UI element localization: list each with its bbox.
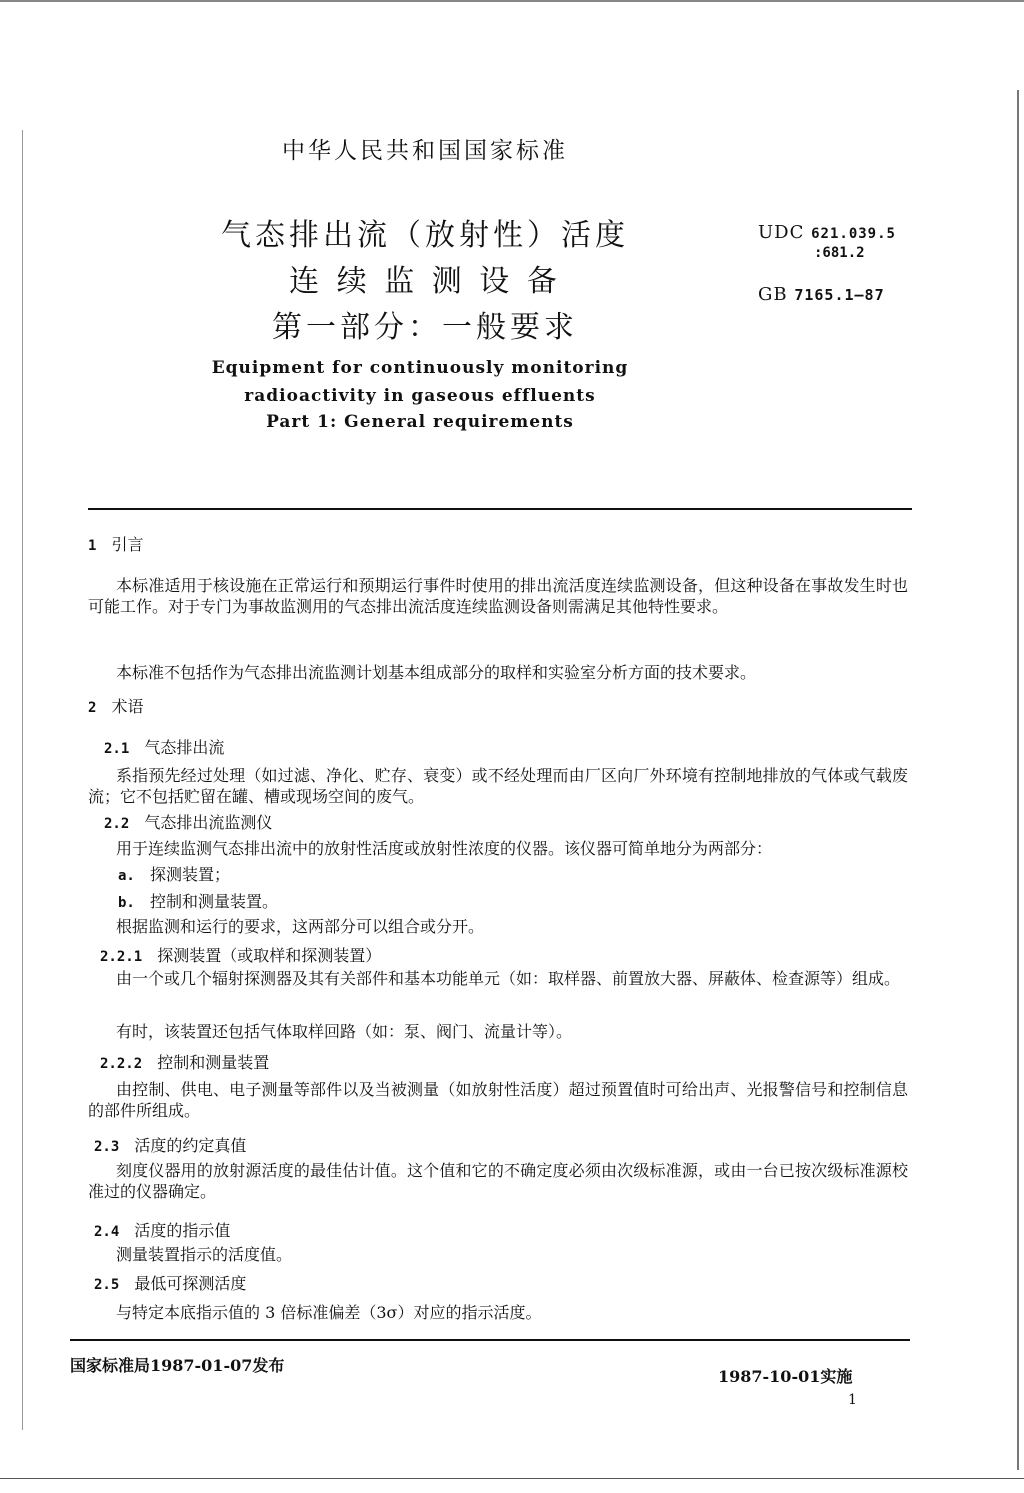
section-1-paragraph-1: 本标准适用于核设施在正常运行和预期运行事件时使用的排出流活度连续监测设备，但这种设备在事故发生时也可能工作。对于专门为事故监测用的气态排出流活度连续监测设备则需满足其他特性要求。 (88, 576, 908, 616)
subsection-title: 控制和测量装置 (157, 1053, 270, 1072)
subsection-2-1-paragraph: 系指预先经过处理（如过滤、净化、贮存、衰变）或不经处理而由厂区向厂外环境有控制地排放的气体或气载废流；它不包括贮留在罐、槽或现场空间的废气。 (88, 766, 908, 806)
subsection-2-4-heading (94, 1218, 230, 1241)
issued-date: 国家标准局1987-01-07发布 (70, 1356, 285, 1375)
subsection-number: 2.2.2 (100, 1056, 143, 1072)
list-item-a (118, 862, 230, 885)
gb-number (758, 284, 885, 305)
title-cn-line2: 连 续 监 测 设 备 (289, 264, 561, 299)
subsection-title: 活度的约定真值 (134, 1136, 247, 1155)
subsection-number: 2.3 (94, 1139, 120, 1155)
subsection-2-2-2-heading (100, 1050, 269, 1073)
gb-label: GB (758, 284, 788, 305)
subsection-number: 2.2 (104, 816, 130, 832)
subsection-2-2-1-paragraph-2: 有时，该装置还包括气体取样回路（如：泵、阀门、流量计等）。 (116, 1022, 573, 1041)
subsection-number: 2.1 (104, 741, 130, 757)
header-divider (88, 508, 912, 510)
udc-line1: 621.039.5 (811, 226, 896, 242)
standard-type: 中华人民共和国国家标准 (282, 138, 568, 164)
list-text: 探测装置； (149, 865, 230, 884)
gb-number-value: 7165.1—87 (794, 286, 885, 304)
scan-top-edge (0, 0, 1024, 2)
subsection-2-2-1-paragraph-1: 由一个或几个辐射探测器及其有关部件和基本功能单元（如：取样器、前置放大器、屏蔽体、检查源等）组成。 (116, 969, 901, 988)
udc-code (758, 222, 896, 243)
scan-bottom-edge (0, 1478, 1024, 1479)
section-1-paragraph-2: 本标准不包括作为气态排出流监测计划基本组成部分的取样和实验室分析方面的技术要求。 (116, 663, 757, 682)
section-1-heading (88, 532, 144, 555)
list-text: 控制和测量装置。 (149, 892, 278, 911)
subsection-2-2-2-paragraph: 由控制、供电、电子测量等部件以及当被测量（如放射性活度）超过预置值时可给出声、光报警信号和控制信息的部件所组成。 (88, 1080, 908, 1120)
subsection-number: 2.4 (94, 1224, 120, 1240)
section-title: 引言 (111, 535, 144, 554)
subsection-2-4-paragraph: 测量装置指示的活度值。 (116, 1245, 293, 1264)
subsection-2-2-paragraph-2: 根据监测和运行的要求，这两部分可以组合或分开。 (116, 917, 485, 936)
footer-divider (70, 1339, 910, 1341)
subsection-number: 2.5 (94, 1277, 120, 1293)
title-cn-line3: 第一部分：一般要求 (272, 310, 578, 345)
title-cn-line1: 气态排出流（放射性）活度 (221, 218, 629, 253)
subsection-title: 最低可探测活度 (134, 1274, 247, 1293)
section-2-heading (88, 694, 144, 717)
page-number: 1 (848, 1392, 857, 1408)
subsection-title: 活度的指示值 (134, 1221, 231, 1240)
effective-date: 1987-10-01实施 (718, 1367, 853, 1386)
list-key: a. (118, 868, 135, 884)
subsection-2-3-heading (94, 1133, 246, 1156)
subsection-title: 气态排出流 (144, 738, 225, 757)
subsection-2-1-heading (104, 735, 224, 758)
list-key: b. (118, 895, 135, 911)
scan-right-edge (1017, 90, 1019, 1470)
udc-label: UDC (758, 222, 805, 243)
section-number: 1 (88, 538, 97, 554)
title-en-line2: radioactivity in gaseous effluents (244, 386, 596, 406)
subsection-2-2-heading (104, 810, 272, 833)
subsection-2-2-1-heading (100, 943, 381, 966)
title-en-line1: Equipment for continuously monitoring (211, 358, 629, 378)
subsection-title: 气态排出流监测仪 (144, 813, 273, 832)
subsection-2-5-heading (94, 1271, 246, 1294)
section-number: 2 (88, 700, 97, 716)
title-en-line3: Part 1: General requirements (266, 412, 574, 432)
subsection-2-3-paragraph: 刻度仪器用的放射源活度的最佳估计值。这个值和它的不确定度必须由次级标准源，或由一台已按次级标准源校准过的仪器确定。 (88, 1161, 908, 1201)
subsection-number: 2.2.1 (100, 949, 143, 965)
subsection-title: 探测装置（或取样和探测装置） (157, 946, 382, 965)
section-title: 术语 (111, 697, 144, 716)
list-item-b (118, 889, 278, 912)
subsection-2-5-paragraph: 与特定本底指示值的 3 倍标准偏差（3σ）对应的指示活度。 (116, 1303, 542, 1322)
subsection-2-2-paragraph: 用于连续监测气态排出流中的放射性活度或放射性浓度的仪器。该仪器可简单地分为两部分： (116, 839, 773, 858)
udc-line2: :681.2 (814, 245, 865, 261)
